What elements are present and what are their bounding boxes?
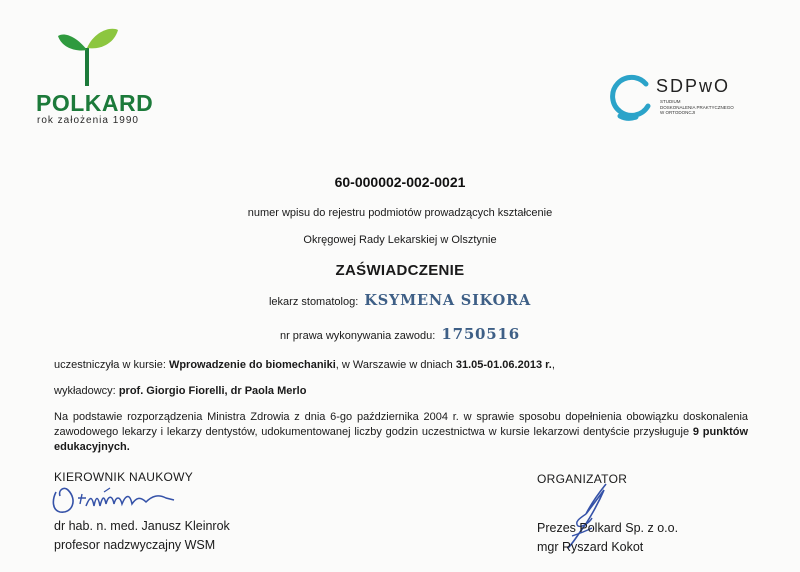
scientific-director-title: KIEROWNIK NAUKOWY (54, 470, 194, 484)
organizer-name: mgr Ryszard Kokot (537, 540, 644, 554)
course-name: Wprowadzenie do biomechaniki (168, 359, 336, 371)
legal-paragraph (54, 410, 748, 455)
sdpwo-ring-icon (606, 72, 656, 122)
lecturers-names: prof. Giorgio Fiorelli, dr Paola Merlo (118, 385, 307, 397)
sdpwo-sub-line: DOSKONALENIA PRAKTYCZNEGO (660, 104, 734, 110)
sdpwo-sub-line: W ORTODONCJI (660, 110, 696, 115)
participant-line (0, 292, 800, 309)
registry-description: numer wpisu do rejestru podmiotów prowadzących kształcenie (247, 207, 553, 219)
director-position: profesor nadzwyczajny WSM (54, 538, 216, 552)
course-place: , w Warszawie w dniach (335, 359, 453, 371)
sdpwo-name: SDPwO (656, 76, 731, 96)
course-dates: 31.05-01.06.2013 r. (455, 359, 552, 371)
course-prefix: uczestniczyła w kursie: (54, 359, 166, 371)
registry-chamber: Okręgowej Rady Lekarskiej w Olsztynie (303, 234, 497, 246)
legal-text: Na podstawie rozporządzenia Ministra Zdrowia z dnia 6-go października 2004 r. w sprawie sposobu dopełnienia obowiązku doskonalenia zawodowego lekarzy i lekarzy dentystów, udokumentowanej liczby godzin uczestnictwa w kursie lekarzowi dentyście przysługuje (54, 411, 748, 438)
license-label: nr prawa wykonywania zawodu: (279, 330, 436, 342)
sdpwo-sub-line: STUDIUM (660, 99, 681, 104)
license-line (0, 325, 800, 343)
lecturers-line (54, 385, 306, 397)
profession-label: lekarz stomatolog: (268, 296, 359, 308)
license-number: 1750516 (441, 325, 521, 343)
education-points: 9 punktów edukacyjnych. (54, 426, 749, 453)
director-name: dr hab. n. med. Janusz Kleinrok (54, 519, 230, 533)
organizer-title: ORGANIZATOR (537, 472, 628, 486)
sdpwo-logo (606, 72, 756, 124)
lecturers-prefix: wykładowcy: (54, 385, 116, 397)
participant-name: KSYMENA SIKORA (364, 292, 531, 309)
polkard-logo (28, 26, 154, 126)
course-end: , (551, 359, 555, 371)
sprout-icon (58, 26, 118, 88)
certificate-title: ZAŚWIADCZENIE (335, 262, 465, 279)
polkard-tagline: rok założenia 1990 (37, 115, 139, 126)
organizer-company: Prezes Polkard Sp. z o.o. (537, 521, 679, 535)
registry-number: 60-000002-002-0021 (334, 174, 466, 190)
director-signature (50, 484, 180, 518)
course-line (54, 359, 555, 371)
polkard-name: POLKARD (36, 90, 154, 116)
sdpwo-subtitle (660, 99, 750, 116)
